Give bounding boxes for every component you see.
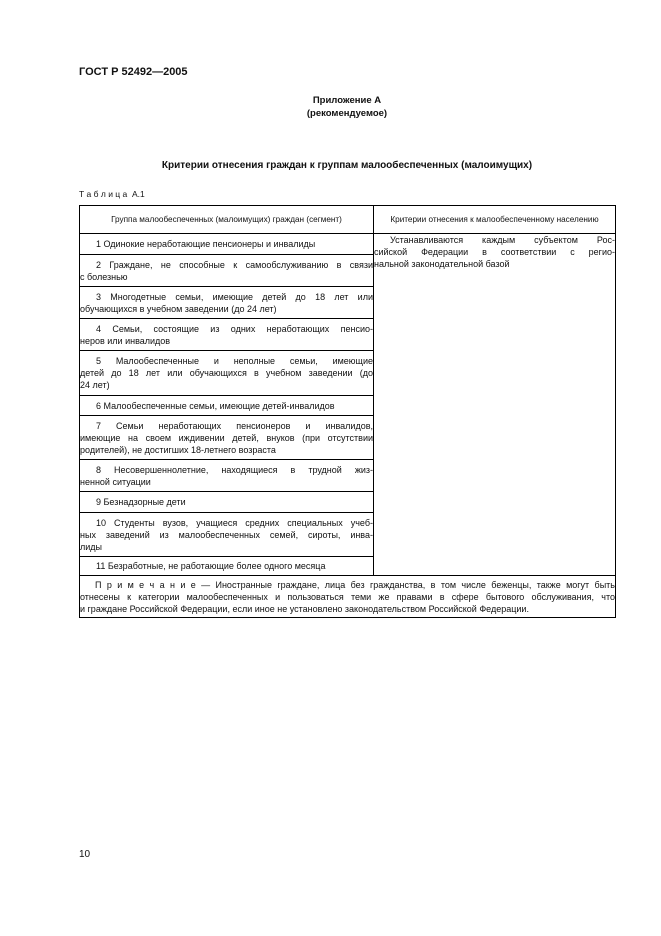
row-text-line: лиды xyxy=(80,541,102,552)
group-cell xyxy=(80,460,374,492)
appendix-status: (рекомендуемое) xyxy=(306,108,388,119)
row-text-line: детей до 18 лет или обучающихся в учебном заведении (до xyxy=(80,368,373,378)
group-cell xyxy=(80,557,374,576)
group-cell xyxy=(80,396,374,416)
note-cell xyxy=(80,576,616,618)
row-text-line: 5 Малообеспеченные и неполные семьи, имеющие xyxy=(96,356,373,366)
group-cell xyxy=(80,351,374,396)
row-text-line: 24 лет) xyxy=(80,380,110,390)
group-cell xyxy=(80,513,374,557)
table-header-row xyxy=(80,206,616,234)
criteria-line: Устанавливаются каждым субъектом Рос- xyxy=(390,235,615,245)
page-number: 10 xyxy=(79,849,91,860)
criteria-line: нальной законодательной базой xyxy=(374,259,510,269)
row-text-line: неров или инвалидов xyxy=(80,335,171,346)
row-text-line: 10 Студенты вузов, учащиеся средних специальных учеб- xyxy=(96,517,373,528)
row-text-line: 1 Одинокие неработающие пенсионеры и инвалиды xyxy=(96,239,316,249)
column-header-criteria: Критерии отнесения к малообеспеченному населению xyxy=(374,206,616,234)
criteria-line: сийской Федерации в соответствии с регио- xyxy=(374,247,615,257)
appendix-heading xyxy=(79,94,615,120)
criteria-table xyxy=(79,205,616,618)
note-line: П р и м е ч а н и е — Иностранные граждане, лица без гражданства, в том числе беженцы, также могут быть xyxy=(95,579,615,590)
row-text-line: имеющие на своем иждивении детей, внуков (при отсутствии xyxy=(80,432,373,443)
criteria-cell xyxy=(374,234,616,576)
row-text-line: 7 Семьи неработающих пенсионеров и инвалидов, xyxy=(96,420,373,431)
row-text-line: 8 Несовершеннолетние, находящиеся в трудной жиз- xyxy=(96,464,373,475)
column-header-group: Группа малообеспеченных (малоимущих) граждан (сегмент) xyxy=(80,206,374,234)
row-text-line: 6 Малообеспеченные семьи, имеющие детей-инвалидов xyxy=(96,400,335,411)
group-cell xyxy=(80,255,374,287)
row-text-line: с болезнью xyxy=(80,271,128,282)
group-cell xyxy=(80,234,374,255)
table-row xyxy=(80,234,616,255)
row-text-line: 9 Безнадзорные дети xyxy=(96,497,186,507)
row-text-line: ненной ситуации xyxy=(80,476,151,487)
note-line: отнесены к категории малообеспеченных и пользоваться теми же правами в сфере бытового обслуживания, что xyxy=(80,591,615,602)
page-title: Критерии отнесения граждан к группам малообеспеченных (малоимущих) xyxy=(161,160,533,171)
group-cell xyxy=(80,287,374,319)
note-line: и граждане Российской Федерации, если иное не установлено законодательством Российской Федерации. xyxy=(80,603,529,614)
appendix-title: Приложение А xyxy=(312,95,382,106)
row-text-line: обучающихся в учебном заведении (до 24 лет) xyxy=(80,303,277,314)
table-caption: Т а б л и ц а А.1 xyxy=(79,189,145,199)
row-text-line: 2 Граждане, не способные к самообслуживанию в связи xyxy=(96,259,373,270)
row-text-line: 4 Семьи, состоящие из одних неработающих пенсио- xyxy=(96,323,373,334)
group-cell xyxy=(80,319,374,351)
table-note-row xyxy=(80,576,616,618)
row-text-line: 11 Безработные, не работающие более одного месяца xyxy=(96,561,326,571)
standard-designation: ГОСТ Р 52492—2005 xyxy=(79,66,188,78)
row-text-line: 3 Многодетные семьи, имеющие детей до 18 лет или xyxy=(96,291,373,302)
row-text-line: родителей), не достигших 18-летнего возраста xyxy=(80,444,276,455)
group-cell xyxy=(80,492,374,513)
group-cell xyxy=(80,416,374,460)
row-text-line: ных заведений из малообеспеченных семей, сироты, инва- xyxy=(80,529,373,540)
